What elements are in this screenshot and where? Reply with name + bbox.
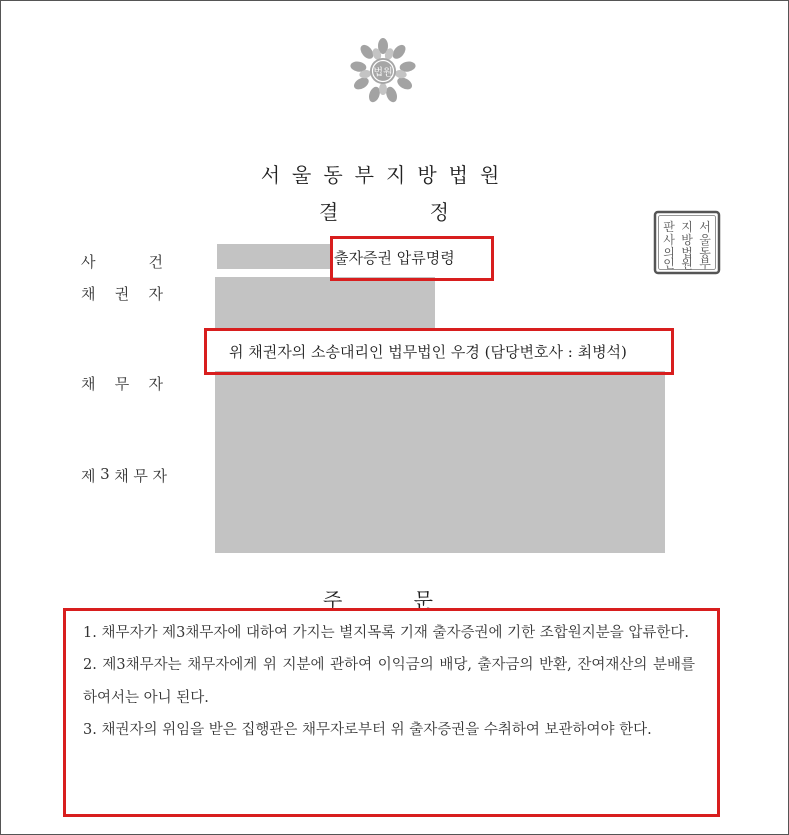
- court-name: 서울동부지방법원: [260, 163, 512, 187]
- decision-title-char: 결: [319, 200, 339, 224]
- seal-char: 동: [699, 246, 711, 260]
- seal-char: 원: [681, 257, 693, 271]
- case-label-char: 건: [148, 253, 163, 271]
- third-debtor-label: [81, 465, 167, 486]
- case-label-char: 사: [81, 253, 96, 271]
- seal-char: 사: [663, 233, 675, 247]
- decision-title: [319, 196, 449, 225]
- redacted-debtors: [215, 371, 665, 553]
- case-label: [81, 251, 163, 272]
- seal-char: 울: [699, 233, 711, 247]
- debtor-label: [81, 373, 163, 394]
- creditor-label: [81, 283, 163, 304]
- seal-char: 판: [663, 220, 675, 234]
- seal-char: 방: [681, 233, 693, 247]
- third-debtor-label-char: 무: [133, 467, 148, 485]
- case-value: 출자증권 압류명령: [334, 249, 455, 267]
- order-item: 2. 제3채무자는 채무자에게 위 지분에 관하여 이익금의 배당, 출자금의 반환, 잔여재산의 분배를 하여서는 아니 된다.: [83, 657, 695, 706]
- order-list: [83, 617, 695, 746]
- creditor-agent: 위 채권자의 소송대리인 법무법인 우경 (담당변호사 : 최병석): [229, 343, 627, 361]
- creditor-label-char: 권: [114, 285, 130, 303]
- debtor-label-char: 무: [114, 375, 130, 393]
- seal-char: 부: [699, 257, 711, 271]
- debtor-label-char: 자: [148, 375, 163, 393]
- seal-char: 의: [663, 246, 675, 260]
- order-item: 1. 채무자가 제3채무자에 대하여 가지는 별지목록 기재 출자증권에 기한 조합원지분을 압류한다.: [83, 625, 690, 641]
- redacted-creditor: [215, 277, 435, 329]
- seal-char: 인: [663, 257, 675, 271]
- order-title-char: 주: [323, 588, 343, 612]
- redacted-case-number: [217, 244, 331, 269]
- third-debtor-label-char: 채: [114, 467, 129, 485]
- creditor-label-char: 자: [148, 285, 163, 303]
- court-seal-stamp-icon: [653, 210, 721, 275]
- order-item: 3. 채권자의 위임을 받은 집행관은 채무자로부터 위 출자증권을 수취하여 보관하여야 한다.: [83, 721, 652, 738]
- seal-char: 지: [681, 220, 693, 234]
- debtor-label-char: 채: [81, 375, 96, 393]
- seal-char: 법: [681, 246, 693, 260]
- order-title-char: 문: [413, 588, 433, 612]
- decision-title-char: 정: [429, 200, 449, 224]
- emblem-inscription: 법원: [373, 67, 393, 79]
- court-emblem-icon: [349, 37, 417, 105]
- third-debtor-label-char: 자: [152, 467, 167, 485]
- third-debtor-label-char: 제: [81, 467, 96, 485]
- seal-char: 서: [699, 220, 711, 234]
- creditor-label-char: 채: [81, 285, 96, 303]
- third-debtor-label-char: 3: [100, 465, 110, 483]
- seal-inscription: [663, 219, 711, 271]
